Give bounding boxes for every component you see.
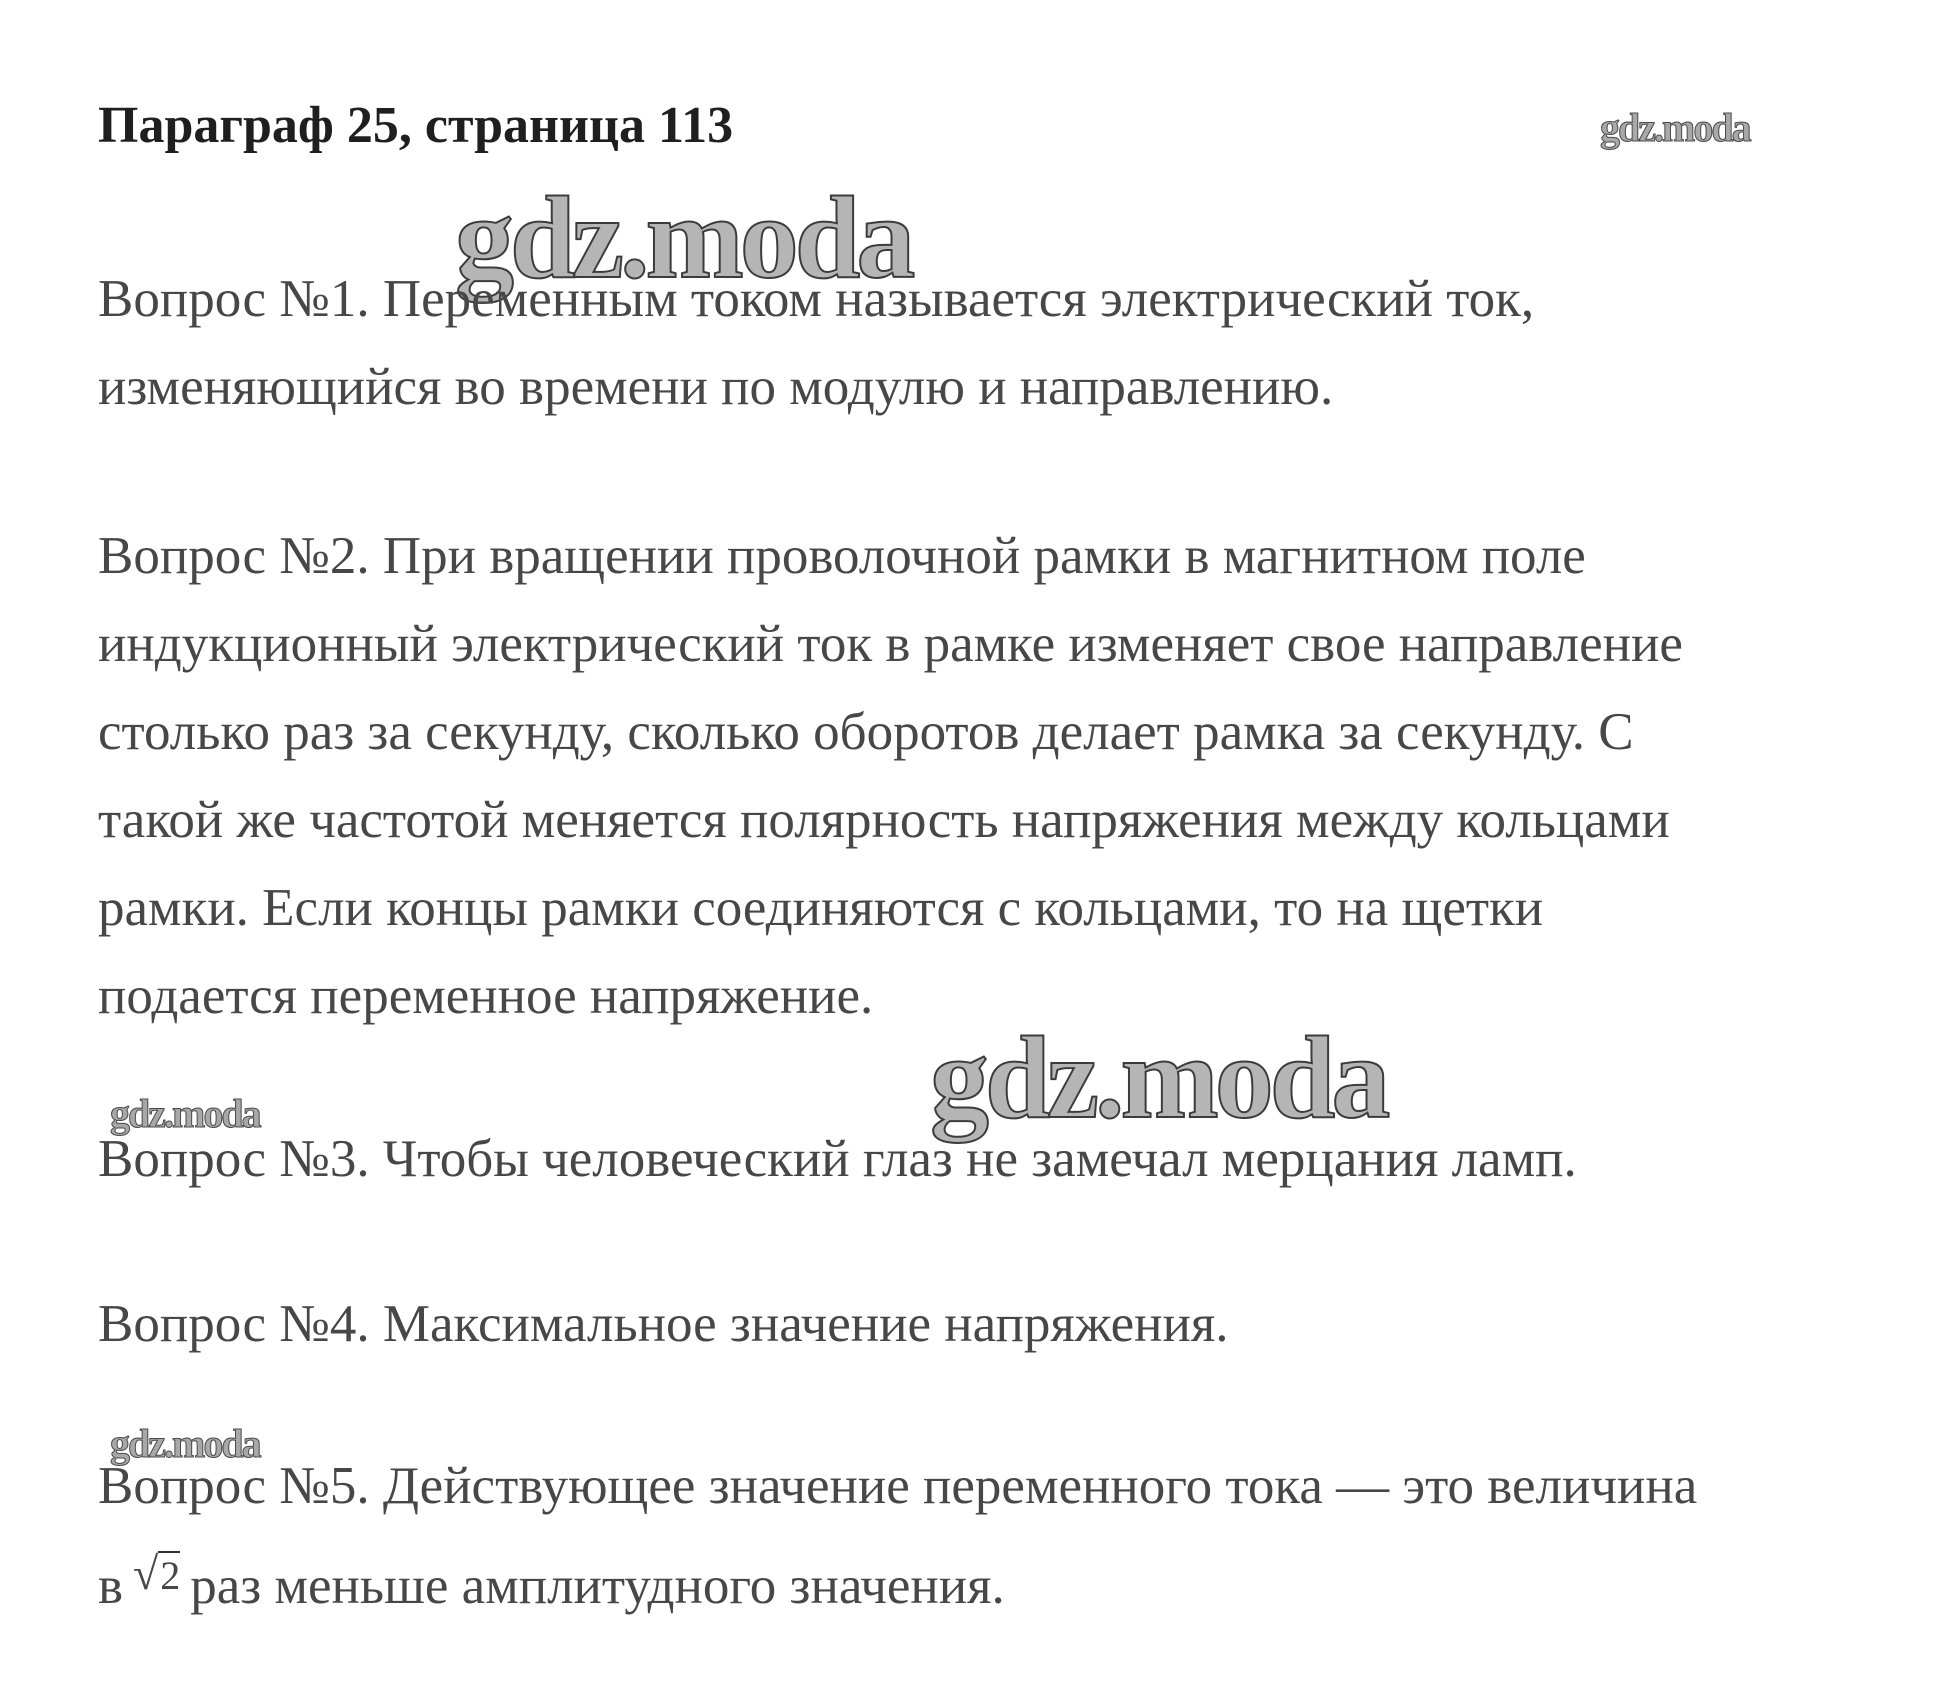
question-3-line-1: Вопрос №3. Чтобы человеческий глаз не замечал мерцания ламп. — [98, 1130, 1577, 1188]
question-5 — [98, 1442, 1898, 1630]
square-root-of-two — [133, 1530, 180, 1620]
question-2-line-4: такой же частотой меняется полярность напряжения между кольцами — [98, 791, 1670, 849]
watermark-top: gdz.moda — [455, 172, 912, 303]
question-1-line-1: Вопрос №1. Переменным током называется электрический ток, — [98, 270, 1535, 328]
question-2-line-3: столько раз за секунду, сколько оборотов делает рамка за секунду. С — [98, 703, 1634, 761]
question-1 — [98, 255, 1898, 431]
watermark-left-2: gdz.moda — [110, 1421, 260, 1466]
sqrt-icon: √ — [133, 1548, 159, 1599]
question-5-line-2-suffix: раз меньше амплитудного значения. — [190, 1557, 1005, 1615]
question-2-line-5: рамки. Если концы рамки соединяются с кольцами, то на щетки — [98, 879, 1544, 937]
question-5-line-1: Вопрос №5. Действующее значение переменного тока — это величина — [98, 1457, 1698, 1515]
question-4-line-1: Вопрос №4. Максимальное значение напряжения. — [98, 1295, 1229, 1353]
watermark-middle: gdz.moda — [930, 1012, 1387, 1143]
question-2-line-1: Вопрос №2. При вращении проволочной рамки в магнитном поле — [98, 527, 1586, 585]
question-4 — [98, 1280, 1898, 1368]
question-2-line-6: подается переменное напряжение. — [98, 967, 874, 1025]
page-title: Параграф 25, страница 113 — [98, 97, 734, 154]
question-1-line-2: изменяющийся во времени по модулю и направлению. — [98, 358, 1334, 416]
question-2 — [98, 512, 1898, 1040]
watermark-left-1: gdz.moda — [110, 1091, 260, 1136]
sqrt-argument: 2 — [160, 1553, 181, 1598]
question-2-line-2: индукционный электрический ток в рамке изменяет свое направление — [98, 615, 1683, 673]
question-5-line-2-prefix: в — [98, 1557, 124, 1615]
watermark-top-right: gdz.moda — [1600, 105, 1750, 150]
question-5-line-2 — [98, 1530, 1898, 1630]
question-3 — [98, 1115, 1898, 1203]
